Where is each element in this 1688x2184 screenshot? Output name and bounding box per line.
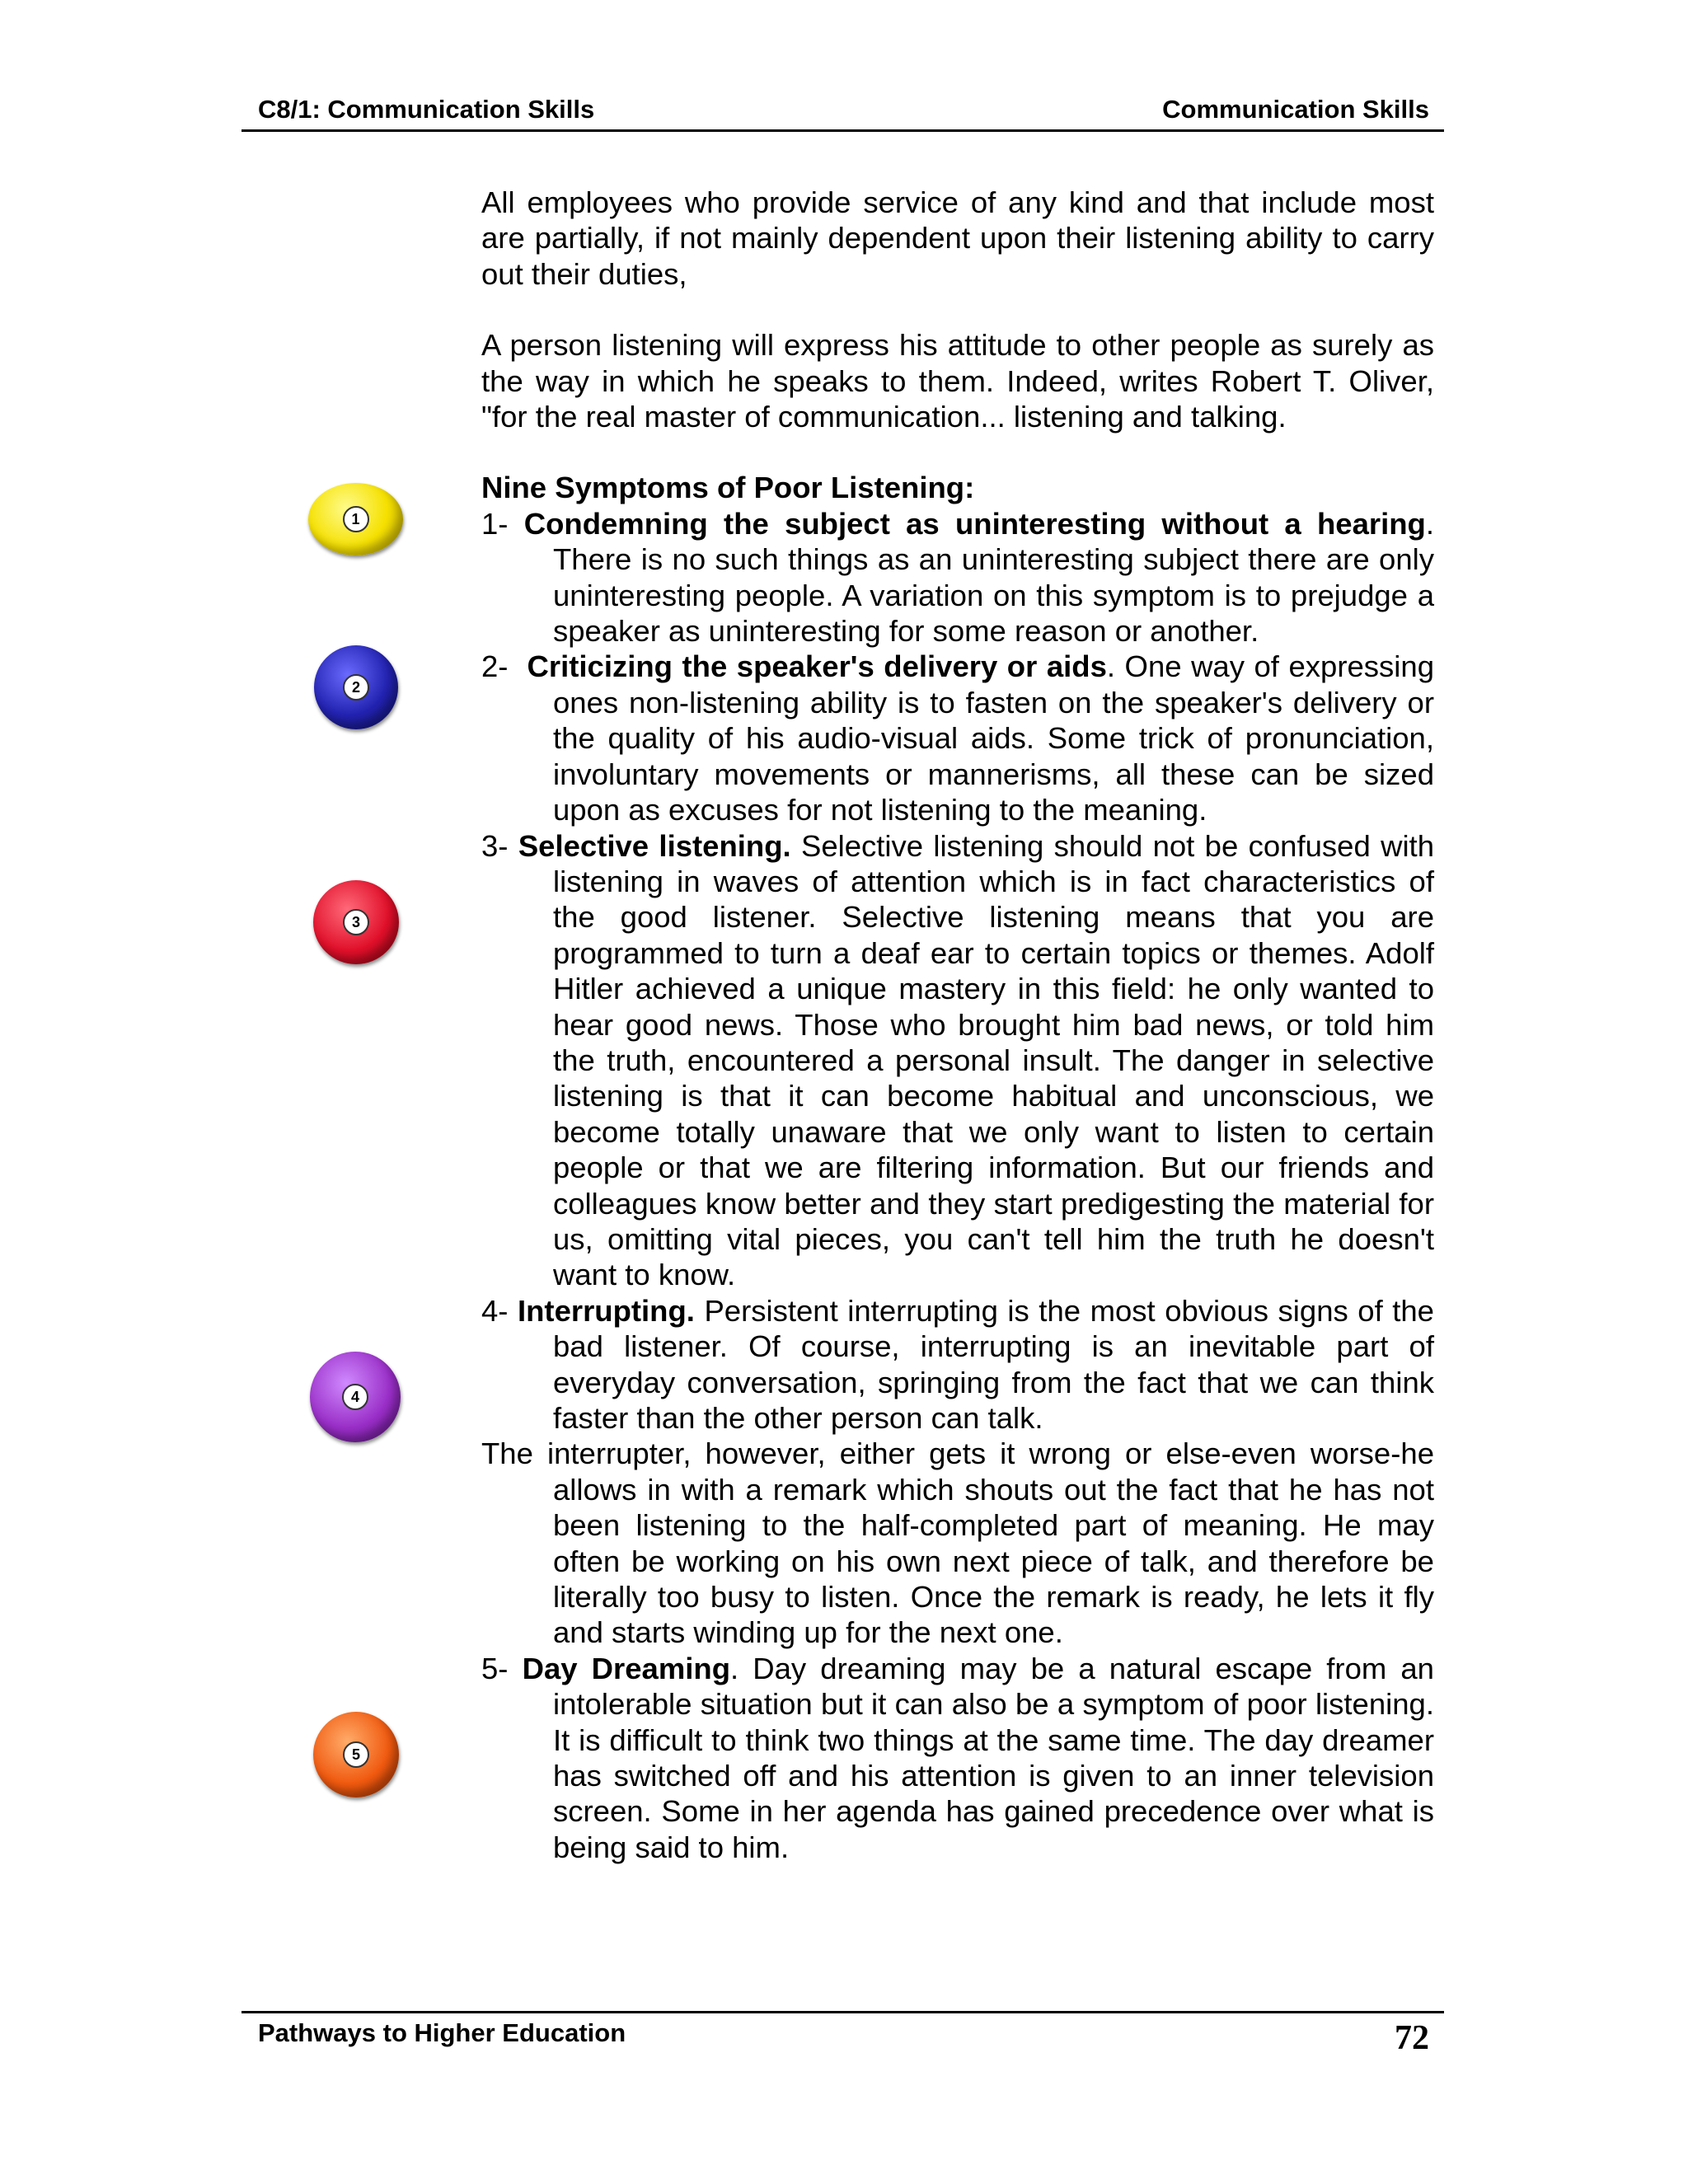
- ball-3-icon: [313, 880, 399, 964]
- symptom-1: [481, 506, 1434, 649]
- symptom-3-text: Selective listening should not be confused with listening in waves of attention which is in fact characteristics of the good listener. Selective listening means that you are programmed to turn a deaf ear to certain topics or themes. Adolf Hitler achieved a unique mastery in this field: he only wanted to hear good news. Those who brought him bad news, or told him the truth, encountered a personal insult. The danger in selective listening is that it can become habitual and unconscious, we become totally unaware that we only want to listen to certain people or that we are filtering information. But our friends and colleagues know better and they start predigesting the material for us, omitting vital pieces, you can't tell him the truth he doesn't want to know.: [553, 828, 1434, 1292]
- symptom-1-number: 1-: [481, 506, 509, 541]
- symptom-1-heading: Condemning the subject as uninteresting without a hearing: [523, 506, 1426, 541]
- symptom-4-continuation: The interrupter, however, either gets it wrong or else-even worse-he allows in with a remark which shouts out the fact that he has not been listening to the half-completed part of meaning. He may often be working on his own next piece of talk, and therefore be literally too busy to listen. Once the remark is ready, he lets it fly and starts winding up for the next one.: [481, 1436, 1434, 1650]
- symptom-1-text: . There is no such things as an uninteresting subject there are only uninteresting people. A variation on this symptom is to prejudge a speaker as uninteresting for some reason or another.: [553, 506, 1434, 649]
- intro-indented-paragraph: All employees who provide service of any kind and that include most are partially, if not mainly dependent upon their listening ability to carry out their duties,: [481, 185, 1434, 291]
- ball-2-number: 2: [343, 674, 369, 701]
- header-left-title: C8/1: Communication Skills: [258, 95, 595, 124]
- ball-4-icon: [310, 1352, 401, 1442]
- ball-1-icon: [308, 483, 403, 555]
- ball-4-number: 4: [342, 1384, 368, 1410]
- page-footer: [241, 2011, 1444, 2057]
- page-header: [241, 93, 1444, 132]
- symptom-5: [481, 1651, 1434, 1865]
- symptom-2-text: . One way of expressing ones non-listening ability is to fasten on the speaker's delivery or the quality of his audio-visual aids. Some trick of pronunciation, involuntary movements or mannerisms, all these can be sized upon as excuses for not listening to the meaning.: [553, 649, 1434, 827]
- symptom-2: [481, 649, 1434, 827]
- symptom-4: [481, 1293, 1434, 1436]
- symptom-5-text: . Day dreaming may be a natural escape from an intolerable situation but it can also be a symptom of poor listening. It is difficult to think two things at the same time. The day dreamer has switched off and his attention is given to an inner television screen. Some in her agenda has gained precedence over what is being said to him.: [553, 1651, 1434, 1864]
- symptom-4-number: 4-: [481, 1293, 509, 1328]
- footer-title: Pathways to Higher Education: [258, 2018, 626, 2047]
- symptom-3: [481, 828, 1434, 1293]
- page-number: 72: [1395, 2019, 1429, 2057]
- symptom-4-heading: Interrupting.: [518, 1293, 695, 1328]
- ball-5-number: 5: [343, 1741, 369, 1768]
- ball-1-number: 1: [343, 506, 369, 532]
- symptom-3-number: 3-: [481, 828, 509, 863]
- ball-2-icon: [314, 645, 398, 729]
- section-title: Nine Symptoms of Poor Listening:: [481, 471, 975, 505]
- header-right-title: Communication Skills: [1162, 95, 1429, 124]
- symptom-4-text: Persistent interrupting is the most obvious signs of the bad listener. Of course, interrupting is an inevitable part of everyday conversation, springing from the fact that we can think faster than the other person can talk.: [553, 1293, 1434, 1435]
- ball-3-number: 3: [343, 909, 369, 935]
- intro-paragraph: A person listening will express his attitude to other people as surely as the way in which he speaks to them. Indeed, writes Robert T. Oliver, "for the real master of communication... listening and talking.: [481, 328, 1434, 434]
- symptom-2-number: 2-: [481, 649, 509, 684]
- symptom-3-heading: Selective listening.: [518, 828, 791, 863]
- symptom-2-heading: Criticizing the speaker's delivery or aids: [527, 649, 1107, 684]
- symptom-5-number: 5-: [481, 1651, 509, 1685]
- body-text: [481, 185, 1434, 1865]
- symptom-5-heading: Day Dreaming: [522, 1651, 731, 1685]
- ball-5-icon: [313, 1712, 399, 1797]
